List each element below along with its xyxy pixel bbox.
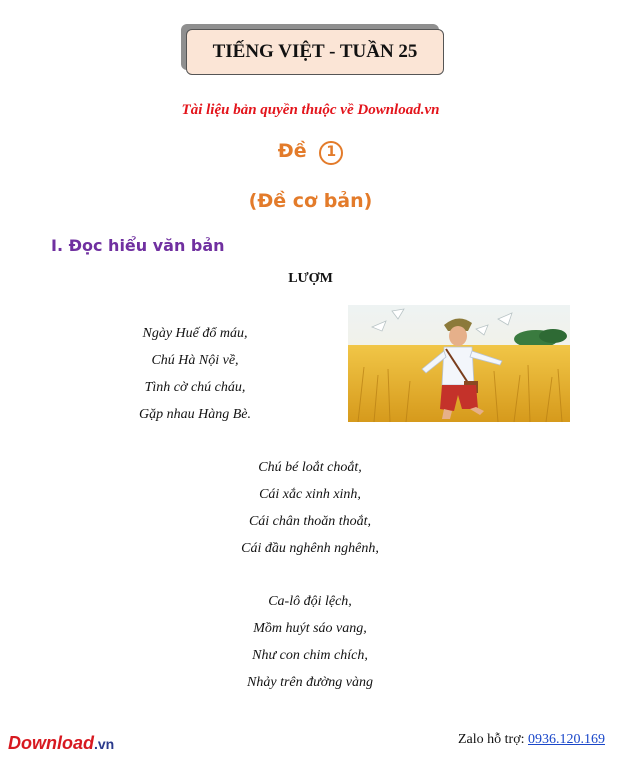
exam-subtitle: (Đề cơ bản) <box>248 190 373 212</box>
poem-line: Cái đầu nghênh nghênh, <box>241 541 379 556</box>
exam-label-text: Đề <box>277 140 307 162</box>
poem-line: Chú Hà Nội về, <box>151 353 239 368</box>
support-contact <box>458 732 605 748</box>
poem-stanza-2 <box>210 454 410 562</box>
brand-logo-main: Download <box>8 733 94 753</box>
poem-line: Chú bé loắt choắt, <box>258 460 362 475</box>
brand-logo-suffix: .vn <box>94 736 115 752</box>
page-title-text: TIẾNG VIỆT - TUẦN 25 <box>212 41 418 62</box>
poem-stanza-1 <box>120 320 270 428</box>
poem-line: Ca-lô đội lệch, <box>268 594 352 609</box>
exam-label <box>0 140 621 165</box>
poem-line: Như con chim chích, <box>252 648 368 663</box>
support-label: Zalo hỗ trợ: <box>458 732 525 747</box>
exam-number-badge: 1 <box>319 141 343 165</box>
section-heading: I. Đọc hiểu văn bản <box>51 236 225 255</box>
poem-line: Nhảy trên đường vàng <box>247 675 373 690</box>
support-phone-link[interactable]: 0936.120.169 <box>528 732 605 747</box>
poem-line: Cái xắc xinh xinh, <box>259 487 361 502</box>
poem-title: LƯỢM <box>288 271 333 286</box>
poem-line: Cái chân thoăn thoắt, <box>248 514 372 529</box>
page-title <box>186 29 444 75</box>
copyright-notice: Tài liệu bản quyền thuộc về Download.vn <box>181 102 440 118</box>
poem-line: Tình cờ chú cháu, <box>144 380 246 395</box>
brand-logo[interactable] <box>8 733 114 754</box>
poem-line: Mồm huýt sáo vang, <box>253 621 367 636</box>
poem-stanza-3 <box>210 588 410 696</box>
poem-line: Gặp nhau Hàng Bè. <box>139 407 251 422</box>
poem-line: Ngày Huế đổ máu, <box>142 326 248 341</box>
poem-illustration <box>348 305 570 422</box>
